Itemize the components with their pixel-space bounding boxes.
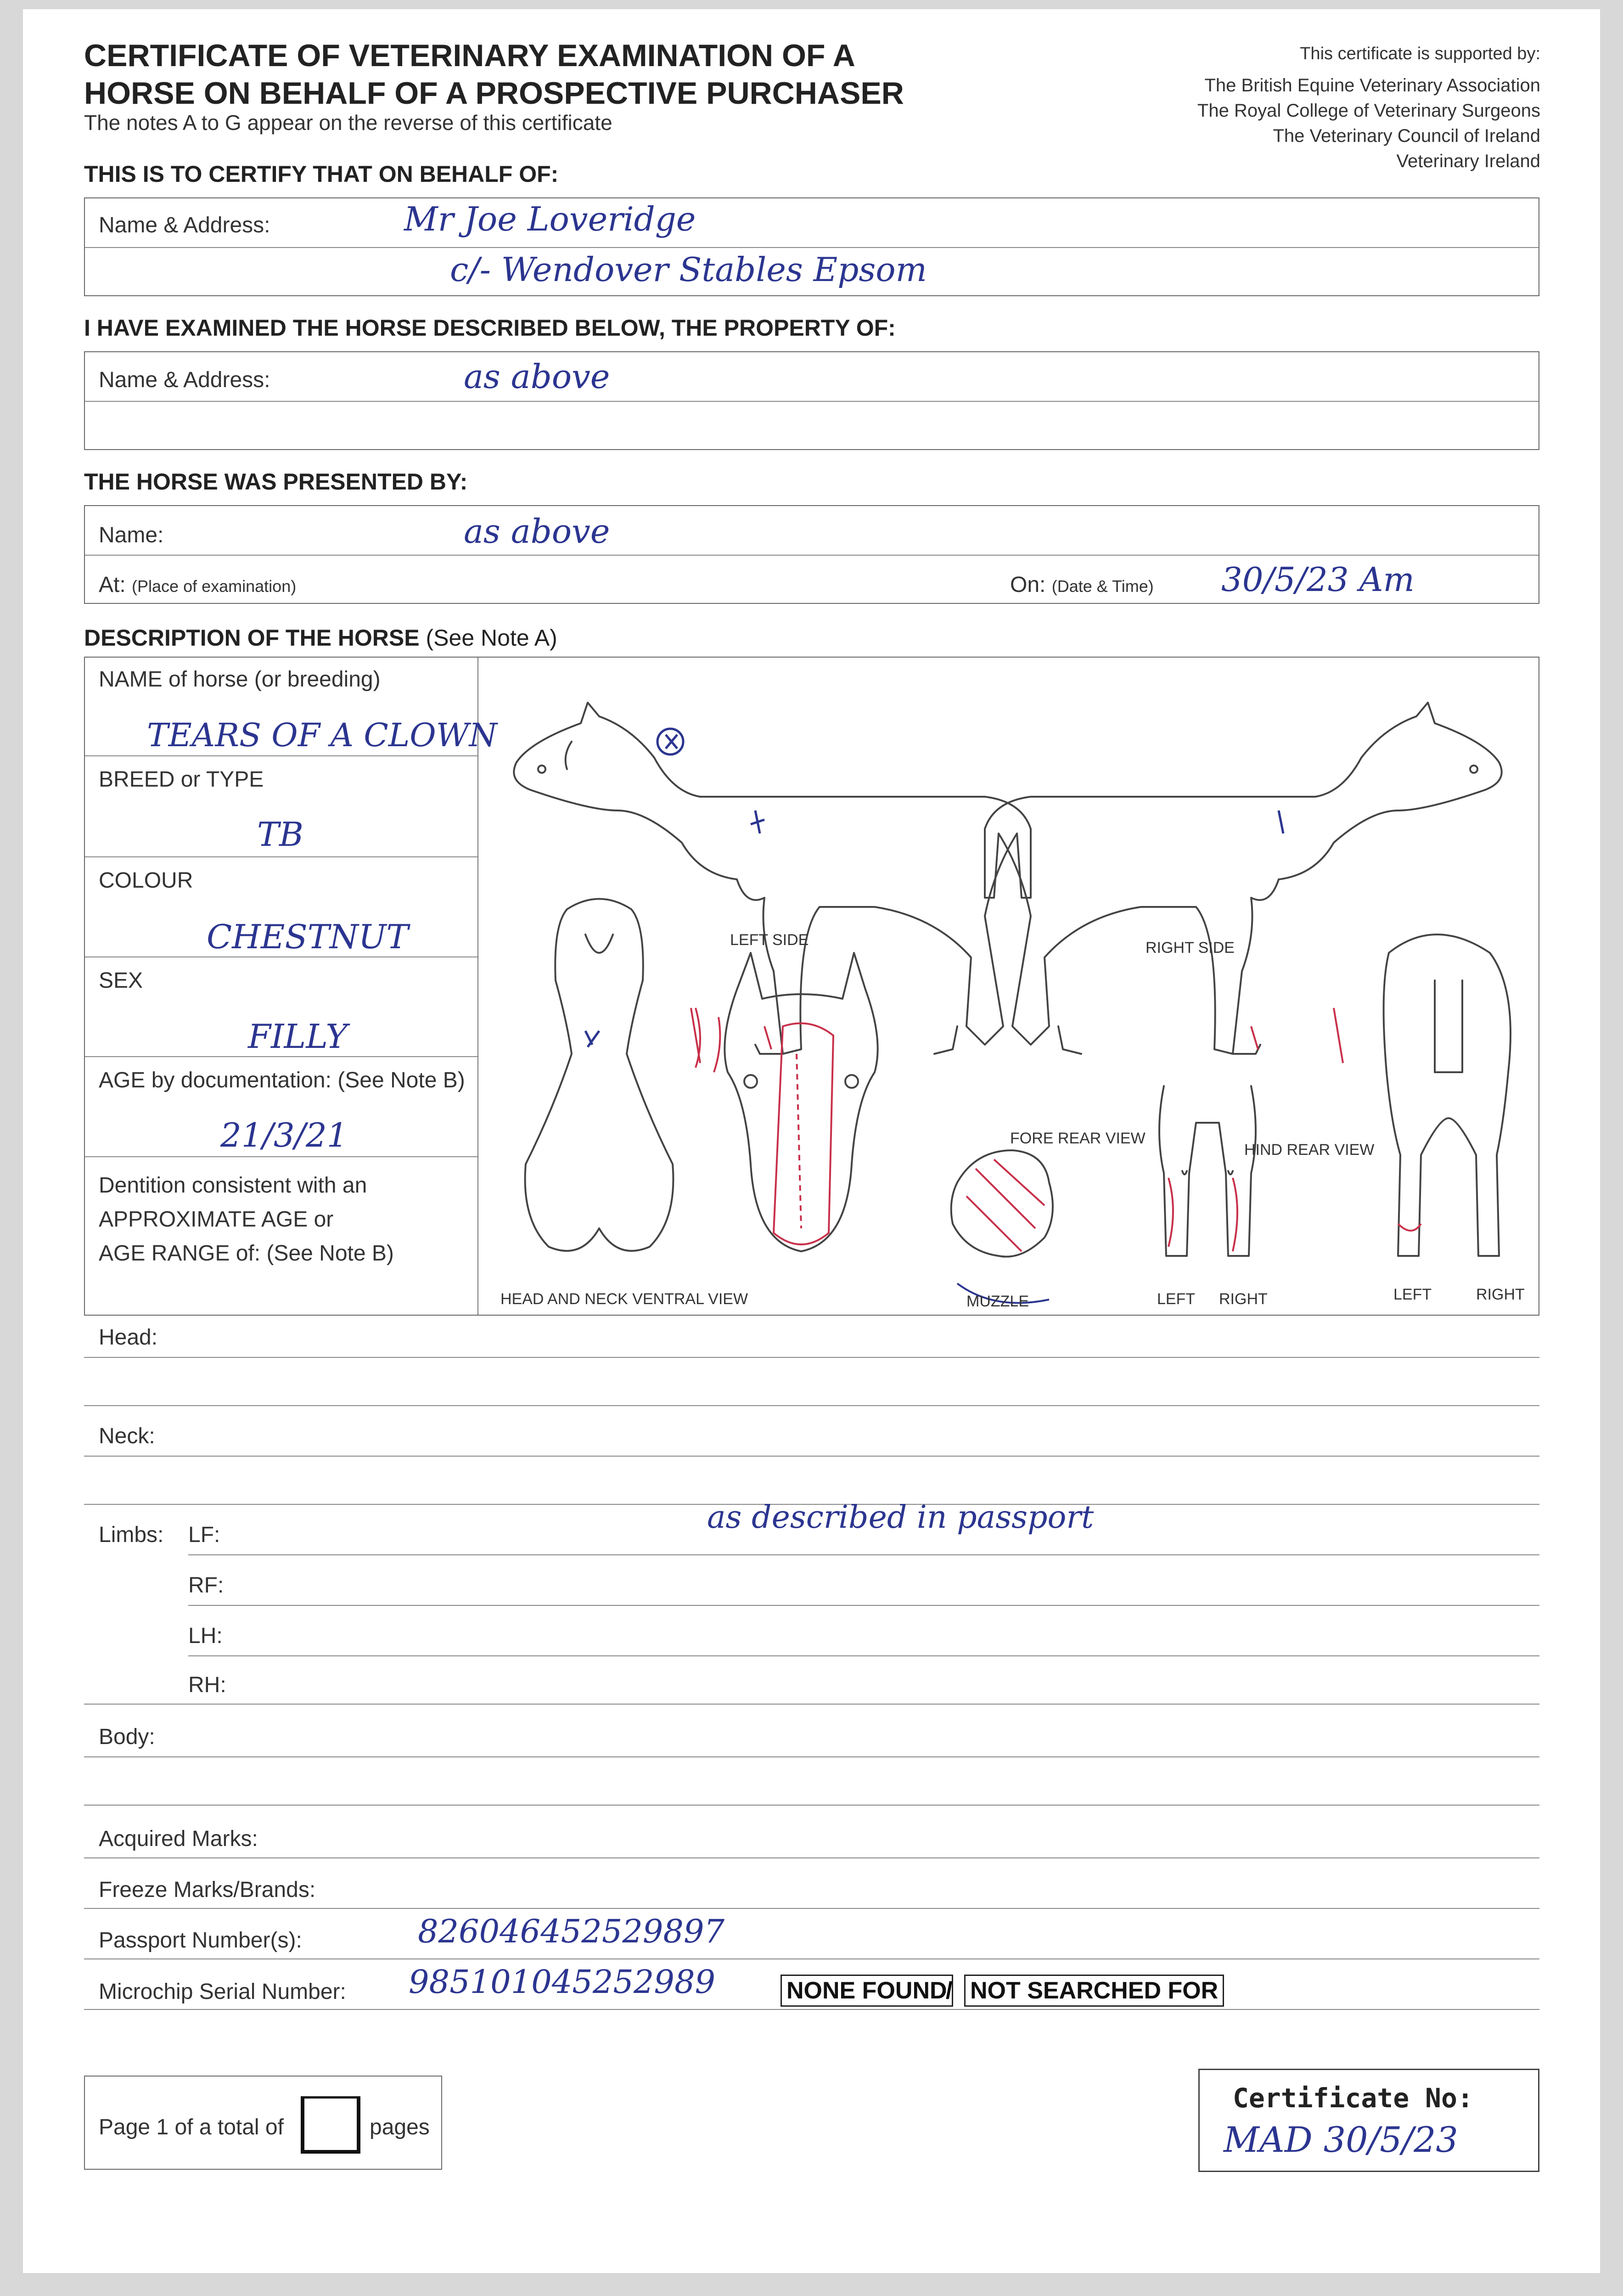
divider	[84, 1756, 1539, 1757]
divider	[85, 755, 477, 756]
certificate-title	[84, 37, 904, 112]
divider	[85, 1156, 477, 1157]
left-side-horse-outline	[514, 703, 1031, 1054]
supporter-org: The Veterinary Council of Ireland	[1273, 126, 1540, 146]
divider	[188, 1554, 1539, 1555]
divider	[84, 1704, 1539, 1705]
divider	[188, 1605, 1539, 1606]
divider	[84, 1357, 1539, 1358]
dentition-line-2: APPROXIMATE AGE or	[99, 1207, 334, 1232]
divider	[84, 1805, 1539, 1806]
ventral-view-outline	[525, 899, 674, 1251]
breed-value[interactable]: TB	[257, 815, 303, 854]
place-label	[99, 572, 296, 597]
supporters-block	[1197, 41, 1540, 174]
sex-label: SEX	[99, 968, 143, 993]
description-heading	[84, 625, 557, 651]
age-label: AGE by documentation: (See Note B)	[99, 1068, 465, 1092]
sex-value[interactable]: FILLY	[248, 1017, 348, 1056]
label-right-side: RIGHT SIDE	[1146, 939, 1235, 957]
head-label: Head:	[99, 1325, 158, 1350]
label-hind-rear-view: HIND REAR VIEW	[1244, 1141, 1375, 1159]
label-fore-left: LEFT	[1157, 1290, 1196, 1308]
section-heading-presented-by: THE HORSE WAS PRESENTED BY:	[84, 469, 468, 495]
hind-rear-view-outline	[1384, 934, 1511, 1256]
date-label-on: On:	[1010, 573, 1046, 597]
passport-value[interactable]: 826046452529897	[418, 1913, 725, 1950]
colour-label: COLOUR	[99, 868, 193, 893]
limbs-label: Limbs:	[99, 1523, 164, 1547]
page-count-prefix: Page 1 of a total of	[99, 2115, 284, 2139]
fore-rear-view-outline	[1159, 1086, 1256, 1256]
divider	[85, 555, 1539, 556]
lh-label: LH:	[188, 1624, 223, 1648]
microchip-value[interactable]: 985101045252989	[409, 1963, 716, 2001]
date-label	[1010, 572, 1154, 597]
neck-label: Neck:	[99, 1424, 155, 1448]
description-column-divider	[477, 658, 478, 1315]
certificate-page	[23, 9, 1600, 2273]
description-heading-text: DESCRIPTION OF THE HORSE	[84, 625, 420, 651]
owner-name-value[interactable]: as above	[464, 357, 610, 396]
dentition-line-1: Dentition consistent with an	[99, 1173, 367, 1198]
divider	[84, 1456, 1539, 1457]
divider	[84, 1958, 1539, 1959]
limbs-value[interactable]: as described in passport	[707, 1499, 1094, 1536]
horse-diagrams	[480, 659, 1538, 1313]
date-note: (Date & Time)	[1051, 577, 1154, 596]
rh-label: RH:	[188, 1673, 226, 1697]
certificate-number-value[interactable]: MAD 30/5/23	[1224, 2119, 1458, 2160]
section-heading-behalf-of: THIS IS TO CERTIFY THAT ON BEHALF OF:	[84, 161, 559, 187]
divider	[84, 1857, 1539, 1858]
supporter-org: The Royal College of Veterinary Surgeons	[1197, 101, 1540, 121]
dentition-line-3: AGE RANGE of: (See Note B)	[99, 1241, 394, 1266]
age-value[interactable]: 21/3/21	[220, 1116, 348, 1154]
supporter-org: Veterinary Ireland	[1396, 151, 1540, 171]
purchaser-name-value[interactable]: Mr Joe Loveridge	[404, 200, 696, 238]
acquired-marks-label: Acquired Marks:	[99, 1827, 258, 1851]
page-count-suffix: pages	[370, 2115, 430, 2139]
body-label: Body:	[99, 1725, 155, 1749]
supporter-org: The British Equine Veterinary Association	[1204, 75, 1540, 96]
divider	[85, 401, 1539, 402]
label-muzzle: MUZZLE	[966, 1293, 1029, 1310]
passport-label: Passport Number(s):	[99, 1928, 302, 1953]
label-left-side: LEFT SIDE	[730, 931, 809, 949]
label-fore-rear-view: FORE REAR VIEW	[1010, 1130, 1146, 1147]
colour-value[interactable]: CHESTNUT	[207, 917, 409, 956]
horse-name-label: NAME of horse (or breeding)	[99, 667, 381, 692]
label-hind-right: RIGHT	[1476, 1286, 1525, 1303]
title-line-2: HORSE ON BEHALF OF A PROSPECTIVE PURCHASER	[84, 76, 904, 111]
purchaser-address-value[interactable]: c/- Wendover Stables Epsom	[450, 250, 927, 289]
right-side-horse-outline	[985, 703, 1502, 1054]
notes-line: The notes A to G appear on the reverse of this certificate	[84, 111, 612, 135]
divider	[85, 1056, 477, 1057]
divider	[85, 247, 1539, 248]
rf-label: RF:	[188, 1573, 224, 1598]
presenter-name-value[interactable]: as above	[464, 512, 610, 551]
option-separator: /	[946, 1977, 953, 2004]
divider	[188, 1655, 1539, 1656]
section-heading-property-of: I HAVE EXAMINED THE HORSE DESCRIBED BELOW, THE PROPERTY OF:	[84, 315, 896, 341]
divider	[84, 1908, 1539, 1909]
page-total-input[interactable]	[301, 2096, 360, 2154]
microchip-label: Microchip Serial Number:	[99, 1980, 346, 2004]
ink-markings	[585, 729, 1283, 1047]
certificate-number-label: Certificate No:	[1233, 2082, 1473, 2114]
divider	[84, 1405, 1539, 1406]
dentition-label	[99, 1169, 394, 1271]
divider	[84, 2009, 1539, 2010]
owner-name-label: Name & Address:	[99, 368, 270, 392]
breed-label: BREED or TYPE	[99, 767, 264, 792]
title-line-1: CERTIFICATE OF VETERINARY EXAMINATION OF A	[84, 38, 855, 73]
supported-by-label: This certificate is supported by:	[1300, 44, 1540, 63]
label-head-neck-ventral: HEAD AND NECK VENTRAL VIEW	[500, 1290, 748, 1308]
place-note: (Place of examination)	[132, 577, 297, 596]
horse-name-value[interactable]: TEARS OF A CLOWN	[147, 716, 497, 754]
label-hind-left: LEFT	[1393, 1286, 1432, 1303]
none-found-option[interactable]: NONE FOUND	[781, 1975, 953, 2007]
not-searched-option[interactable]: NOT SEARCHED FOR	[964, 1975, 1224, 2007]
label-fore-right: RIGHT	[1219, 1290, 1268, 1308]
presenter-name-label: Name:	[99, 523, 164, 547]
freeze-marks-label: Freeze Marks/Brands:	[99, 1878, 316, 1902]
description-heading-note: (See Note A)	[426, 625, 557, 651]
place-label-at: At:	[99, 573, 126, 597]
divider	[85, 856, 477, 857]
lf-label: LF:	[188, 1523, 220, 1547]
date-value[interactable]: 30/5/23 Am	[1221, 560, 1415, 599]
purchaser-name-label: Name & Address:	[99, 213, 270, 237]
